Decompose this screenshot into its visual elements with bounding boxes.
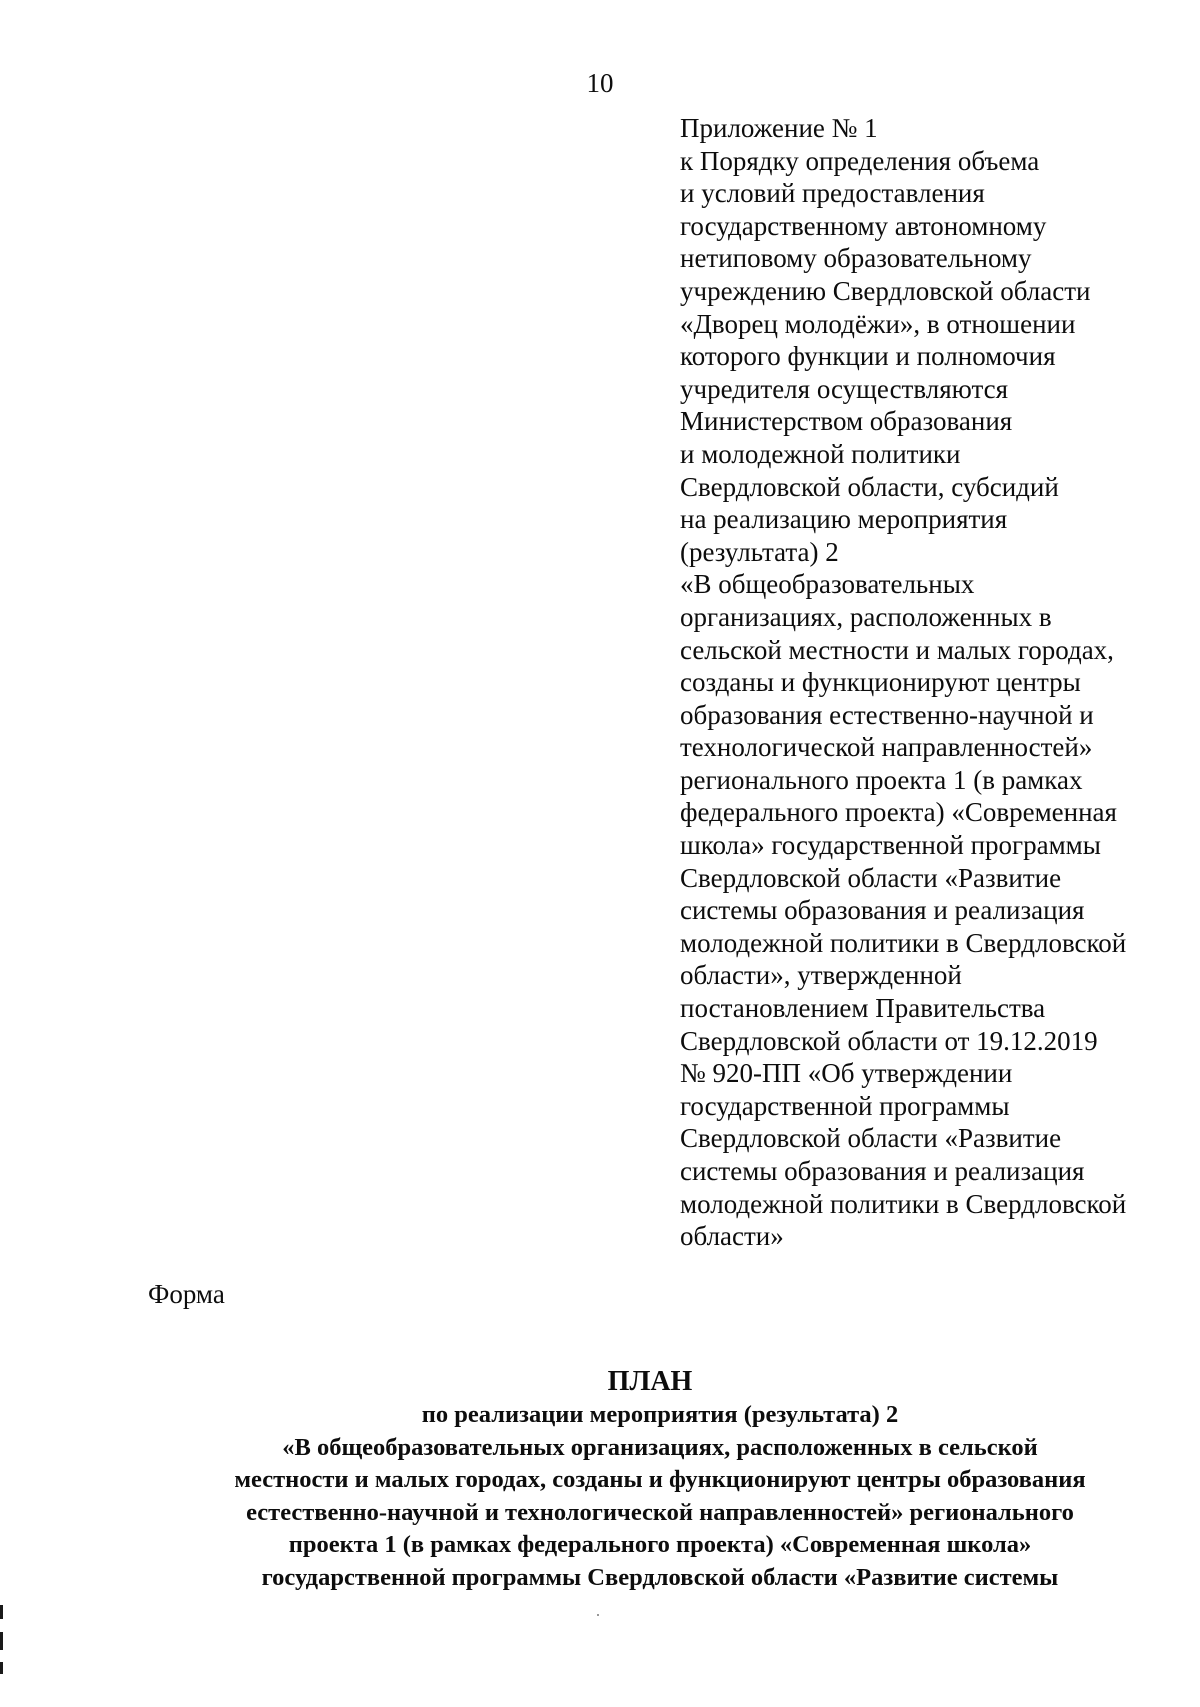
appendix-line: молодежной политики в Свердловской xyxy=(680,1188,1127,1219)
appendix-line: «В общеобразовательных xyxy=(680,569,975,600)
plan-heading xyxy=(60,1399,1200,1595)
appendix-line: области» xyxy=(680,1221,784,1252)
appendix-line: государственному автономному xyxy=(680,210,1047,241)
appendix-line: и молодежной политики xyxy=(680,438,961,469)
appendix-line: и условий предоставления xyxy=(680,178,985,209)
appendix-line: федерального проекта) «Современная xyxy=(680,797,1117,828)
plan-heading-line: государственной программы Свердловской области «Развитие системы xyxy=(261,1563,1059,1591)
appendix-line: созданы и функционируют центры xyxy=(680,667,1081,698)
appendix-line: государственной программы xyxy=(680,1090,1010,1121)
appendix-line: Свердловской области от 19.12.2019 xyxy=(680,1025,1098,1056)
scan-edge-mark xyxy=(0,1662,3,1674)
appendix-line: «Дворец молодёжи», в отношении xyxy=(680,308,1076,339)
scan-edge-mark xyxy=(0,1632,3,1650)
appendix-line: Министерством образования xyxy=(680,406,1013,437)
appendix-line: учредителя осуществляются xyxy=(680,373,1008,404)
appendix-line: молодежной политики в Свердловской xyxy=(680,927,1127,958)
appendix-line: Свердловской области, субсидий xyxy=(680,471,1059,502)
appendix-line: организациях, расположенных в xyxy=(680,601,1052,632)
appendix-block xyxy=(680,112,1180,1253)
appendix-line: Приложение № 1 xyxy=(680,113,878,143)
page-number: 10 xyxy=(586,68,614,98)
appendix-line: технологической направленностей» xyxy=(680,732,1093,763)
appendix-line: (результата) 2 xyxy=(680,536,839,567)
appendix-line: которого функции и полномочия xyxy=(680,341,1056,372)
appendix-line: регионального проекта 1 (в рамках xyxy=(680,764,1083,795)
appendix-line: Свердловской области «Развитие xyxy=(680,1123,1062,1154)
appendix-line: нетиповому образовательному xyxy=(680,243,1032,274)
plan-heading-line: «В общеобразовательных организациях, расположенных в сельской xyxy=(282,1433,1038,1461)
appendix-line: системы образования и реализация xyxy=(680,1156,1085,1186)
plan-title: ПЛАН xyxy=(607,1366,693,1397)
scan-edge-mark xyxy=(0,1605,3,1619)
appendix-line: сельской местности и малых городах, xyxy=(680,634,1114,665)
appendix-line: учреждению Свердловской области xyxy=(680,275,1091,306)
appendix-line: области», утвержденной xyxy=(680,960,962,991)
plan-heading-line: естественно-научной и технологической направленностей» регионального xyxy=(246,1498,1074,1526)
appendix-line: системы образования и реализация xyxy=(680,895,1085,926)
appendix-line: постановлением Правительства xyxy=(680,993,1046,1024)
scan-speck xyxy=(597,1614,599,1616)
appendix-line: образования естественно-научной и xyxy=(680,699,1094,730)
appendix-line: Свердловской области «Развитие xyxy=(680,862,1062,893)
plan-heading-line: местности и малых городах, созданы и функционируют центры образования xyxy=(234,1466,1086,1494)
appendix-line: на реализацию мероприятия xyxy=(680,504,1008,535)
plan-heading-line: проекта 1 (в рамках федерального проекта) «Современная школа» xyxy=(288,1531,1032,1559)
appendix-line: школа» государственной программы xyxy=(680,830,1101,861)
plan-heading-line: по реализации мероприятия (результата) 2 xyxy=(421,1401,899,1428)
appendix-line: к Порядку определения объема xyxy=(680,145,1040,176)
appendix-line: № 920-ПП «Об утверждении xyxy=(680,1058,1013,1089)
form-label: Форма xyxy=(148,1279,225,1309)
